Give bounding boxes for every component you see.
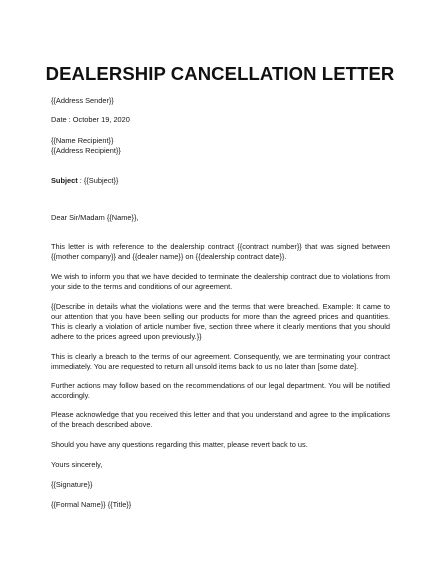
recipient-name: {{Name Recipient}} [51, 136, 114, 145]
body-paragraph: Further actions may follow based on the recommendations of our legal department. You will be notified accordingly. [51, 381, 390, 400]
subject-value: : {{Subject}} [79, 176, 119, 185]
subject-line [51, 176, 118, 186]
subject-label: Subject [51, 176, 78, 185]
page-title: DEALERSHIP CANCELLATION LETTER [45, 63, 395, 84]
salutation: Dear Sir/Madam {{Name}}, [51, 213, 139, 222]
body-paragraph: This is clearly a breach to the terms of our agreement. Consequently, we are terminating your contract immediately. You are requested to return all unsold items back to us no later than [some date]. [51, 352, 390, 371]
body-paragraph: This letter is with reference to the dealership contract {{contract number}} that was signed between {{mother company}} and {{dealer name}} on {{dealership contract date}}. [51, 242, 390, 261]
body-paragraph: Should you have any questions regarding this matter, please revert back to us. [51, 440, 308, 449]
signoff-name: {{Formal Name}} {{Title}} [51, 500, 132, 509]
body-paragraph: {{Describe in details what the violations were and the terms that were breached. Example: It came to our attention that you have been selling our products for more than the agreed prices and quantities. This is clearly a violation of article number five, section three where it clearly mentions that you should adhere to the prices agreed upon previously.}} [51, 302, 390, 341]
signature-placeholder: {{Signature}} [51, 480, 93, 489]
letter-date: Date : October 19, 2020 [51, 115, 130, 124]
body-paragraph: Please acknowledge that you received this letter and that you understand and agree to the implications of the breach described above. [51, 410, 390, 429]
sender-address: {{Address Sender}} [51, 96, 114, 105]
body-paragraph: We wish to inform you that we have decided to terminate the dealership contract due to violations from your side to the terms and conditions of our agreement. [51, 272, 390, 291]
closing: Yours sincerely, [51, 460, 103, 469]
recipient-address: {{Address Recipient}} [51, 146, 121, 155]
